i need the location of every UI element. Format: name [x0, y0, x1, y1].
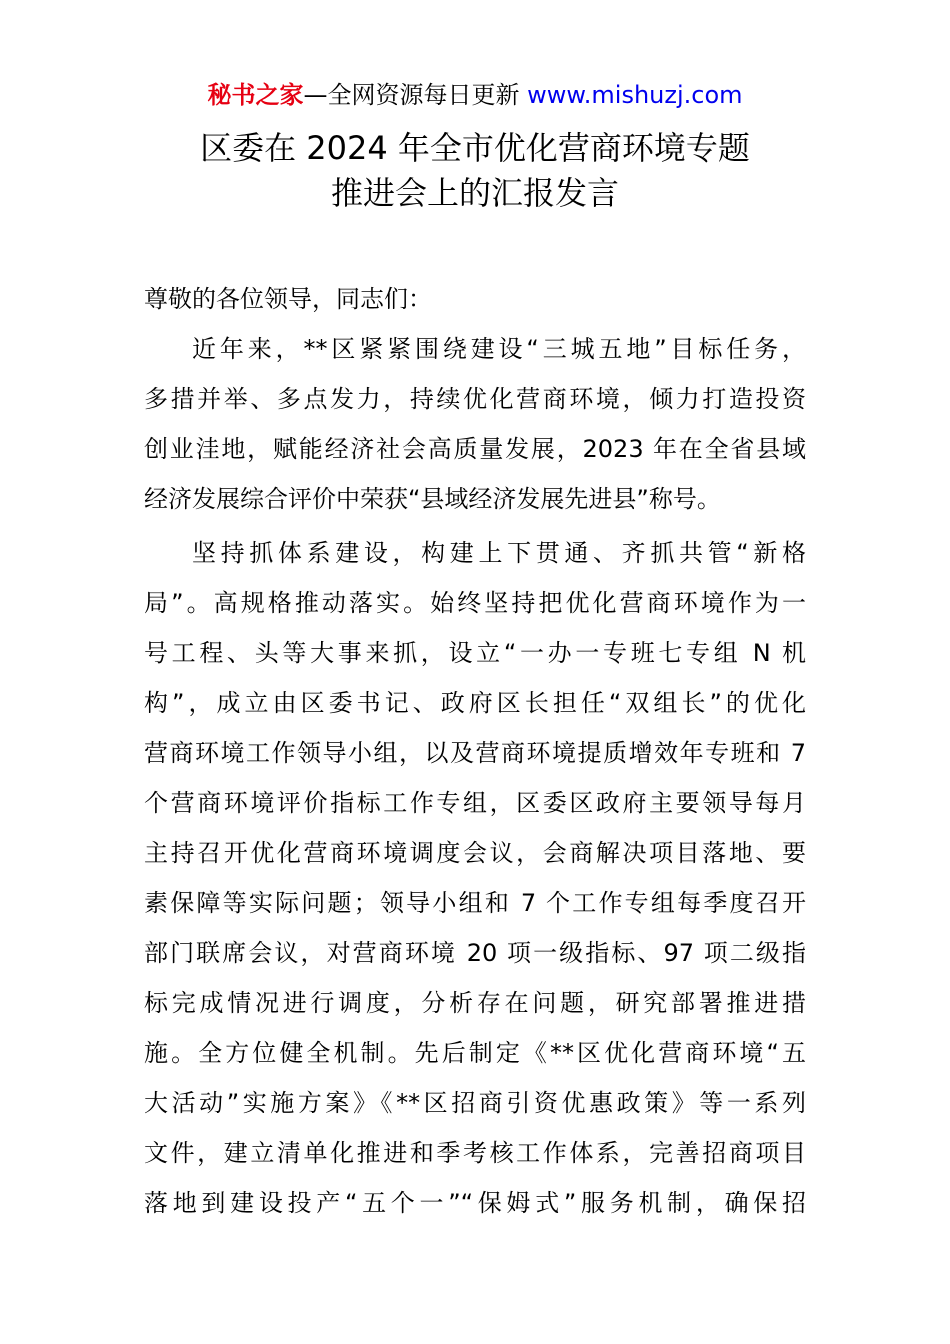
paragraph-line: 营商环境工作领导小组，以及营商环境提质增效年专班和 7: [144, 739, 806, 767]
paragraph-line: 素保障等实际问题；领导小组和 7 个工作专组每季度召开: [144, 889, 806, 917]
site-slogan: —全网资源每日更新: [303, 81, 520, 109]
site-url-link[interactable]: www.mishuzj.com: [527, 81, 743, 109]
paragraph-line: 主持召开优化营商环境调度会议，会商解决项目落地、要: [144, 839, 806, 867]
paragraph-line: 施。全方位健全机制。先后制定《**区优化营商环境“五: [144, 1039, 806, 1067]
salutation: 尊敬的各位领导，同志们：: [144, 285, 432, 313]
paragraph-line: 经济发展综合评价中荣获“县域经济发展先进县”称号。: [144, 485, 721, 513]
paragraph-line: 坚持抓体系建设，构建上下贯通、齐抓共管“新格: [192, 539, 806, 567]
paragraph-line: 局”。高规格推动落实。始终坚持把优化营商环境作为一: [144, 589, 806, 617]
paragraph-line: 个营商环境评价指标工作专组，区委区政府主要领导每月: [144, 789, 806, 817]
document-title: [0, 126, 950, 216]
paragraph-line: 文件，建立清单化推进和季考核工作体系，完善招商项目: [144, 1139, 806, 1167]
paragraph-line: 落地到建设投产“五个一”“保姆式”服务机制，确保招: [144, 1189, 806, 1217]
paragraph-1: [144, 324, 806, 524]
site-brand: 秘书之家: [207, 81, 304, 109]
paragraph-line: 多措并举、多点发力，持续优化营商环境，倾力打造投资: [144, 385, 806, 413]
paragraph-line: 近年来，**区紧紧围绕建设“三城五地”目标任务，: [192, 335, 806, 363]
title-line-1: 区委在 2024 年全市优化营商环境专题: [200, 129, 750, 167]
paragraph-2: [144, 528, 806, 1228]
paragraph-line: 部门联席会议，对营商环境 20 项一级指标、97 项二级指: [144, 939, 806, 967]
paragraph-line: 标完成情况进行调度，分析存在问题，研究部署推进措: [144, 989, 806, 1017]
paragraph-line: 号工程、头等大事来抓，设立“一办一专班七专组 N 机: [144, 639, 806, 667]
paragraph-line: 大活动”实施方案》《**区招商引资优惠政策》等一系列: [144, 1089, 806, 1117]
document-body: [144, 274, 806, 1228]
site-header: [0, 78, 950, 112]
title-line-2: 推进会上的汇报发言: [330, 174, 619, 212]
paragraph-line: 创业洼地，赋能经济社会高质量发展，2023 年在全省县域: [144, 435, 806, 463]
paragraph-line: 构”，成立由区委书记、政府区长担任“双组长”的优化: [144, 689, 806, 717]
